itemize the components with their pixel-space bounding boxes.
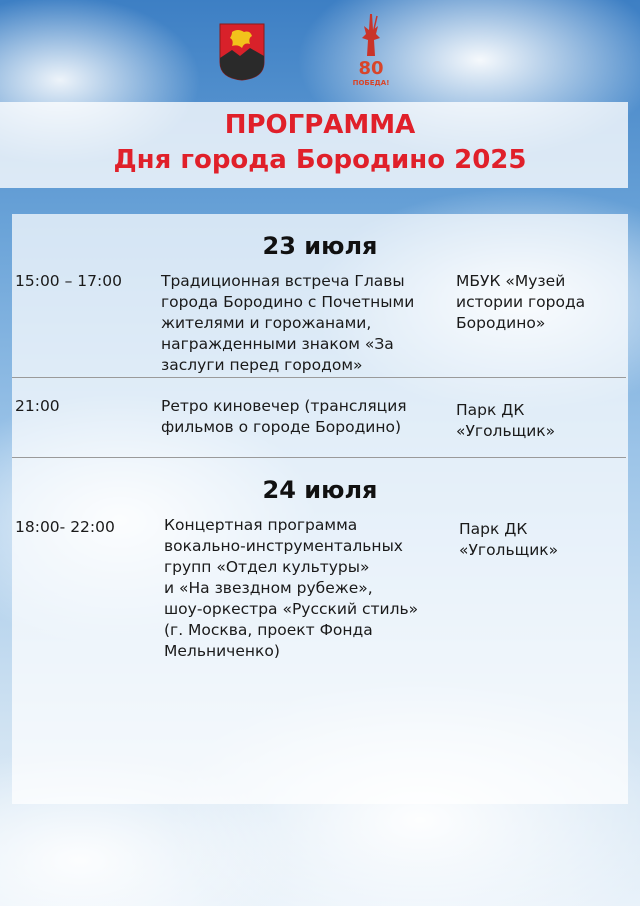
event-place: Парк ДК «Угольщик» (459, 520, 559, 559)
event-place: Парк ДК «Угольщик» (456, 401, 556, 440)
page-title-line2: Дня города Бородино 2025 (113, 145, 527, 175)
victory-80-logo-icon (350, 12, 392, 88)
event-description: Традиционная встреча Главы города Бородино с Почетными жителями и горожанами, награжденными знаком «За заслуги перед городом» (161, 272, 415, 374)
day-date: 24 июля (262, 476, 378, 504)
event-description: Концертная программа вокально-инструментальных групп «Отдел культуры» и «На звездном рубеже», шоу-оркестра «Русский стиль» (г. Москва, проект Фонда Мельниченко) (164, 516, 419, 660)
city-emblem-icon (218, 22, 266, 82)
victory-caption: ПОБЕДА! (352, 79, 390, 87)
row-divider (12, 377, 626, 378)
event-time: 18:00- 22:00 (15, 518, 115, 536)
event-time: 15:00 – 17:00 (15, 272, 122, 290)
day-date: 23 июля (262, 232, 378, 260)
victory-number: 80 (358, 58, 384, 79)
event-place: МБУК «Музей истории города Бородино» (456, 272, 586, 332)
row-divider (12, 457, 626, 458)
page-title-line1: ПРОГРАММА (224, 110, 416, 140)
event-time: 21:00 (15, 397, 60, 415)
event-description: Ретро киновечер (трансляция фильмов о городе Бородино) (161, 397, 407, 436)
